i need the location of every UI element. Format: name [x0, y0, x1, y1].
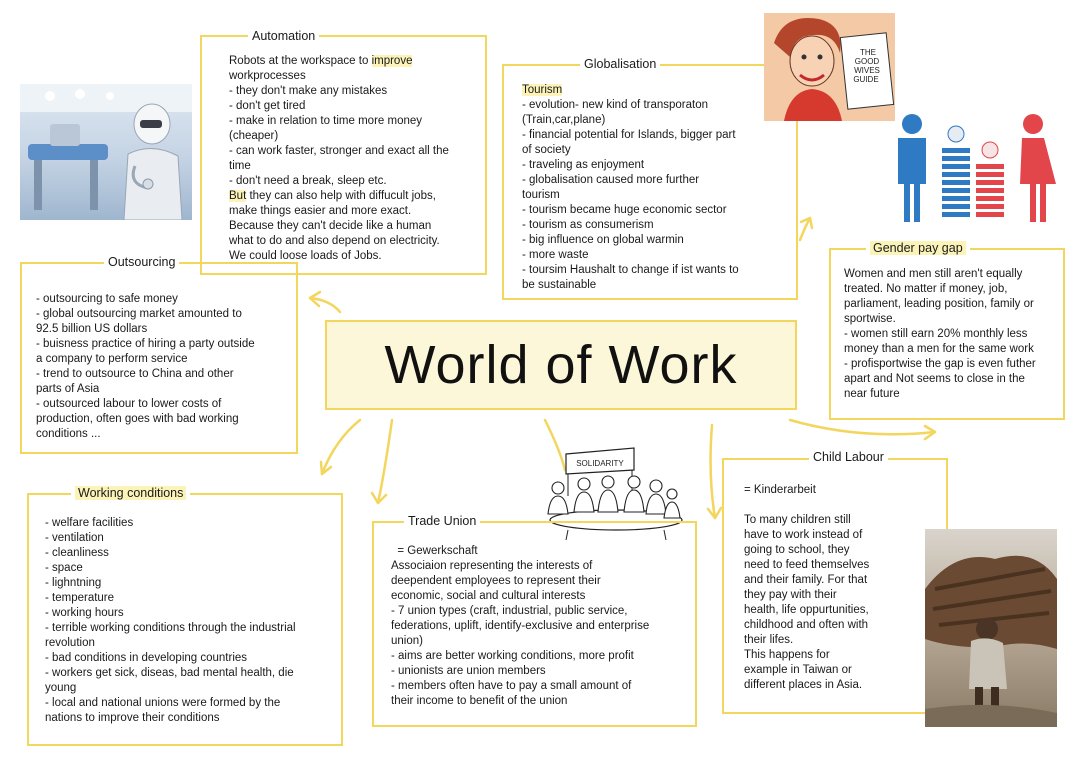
automation-line-text: they can also help with diffucult jobs,: [246, 190, 436, 202]
trade-union-line: - unionists are union members: [391, 665, 546, 677]
arrow-to-working-conditions: [322, 420, 360, 474]
automation-highlight-improve: improve: [371, 55, 413, 67]
child-labour-line: = Kinderarbeit: [744, 484, 816, 496]
trade-union-line: union): [391, 635, 423, 647]
trade-union-line: - aims are better working conditions, more profit: [391, 650, 634, 662]
trade-union-line: = Gewerkschaft: [391, 545, 478, 557]
working-conditions-line: - lighntning: [45, 577, 102, 589]
globalisation-line: (Train,car,plane): [522, 114, 606, 126]
outsourcing-line: 92.5 billion US dollars: [36, 323, 148, 335]
trade-union-title-text: Trade Union: [408, 514, 477, 528]
automation-text: [229, 54, 485, 264]
automation-line: - don't need a break, sleep etc.: [229, 175, 387, 187]
outsourcing-line: a company to perform service: [36, 353, 188, 365]
globalisation-text: [522, 83, 794, 293]
working-conditions-line: - workers get sick, diseas, bad mental health, die: [45, 667, 294, 679]
working-conditions-line: - temperature: [45, 592, 115, 604]
automation-line: (cheaper): [229, 130, 279, 142]
working-conditions-title-text: Working conditions: [75, 486, 186, 500]
child-labour-line: have to work instead of: [744, 529, 863, 541]
gender-text: [844, 267, 1062, 402]
automation-line: - can work faster, stronger and exact all the: [229, 145, 449, 157]
automation-line: workprocesses: [229, 70, 306, 82]
gender-line: - profisportwise the gap is even futher: [844, 358, 1036, 370]
child-labour-line: example in Taiwan or: [744, 664, 852, 676]
outsourcing-line: - trend to outsource to China and other: [36, 368, 234, 380]
globalisation-line: - toursim Haushalt to change if ist wants to: [522, 264, 739, 276]
automation-highlight-but: But: [229, 190, 247, 202]
automation-title-text: Automation: [252, 29, 316, 43]
trade-union-line: deependent employees to represent their: [391, 575, 601, 587]
working-conditions-line: - local and national unions were formed by the: [45, 697, 281, 709]
arrow-to-gender-bottom: [790, 420, 935, 434]
arrow-to-outsourcing: [310, 298, 340, 312]
child-labour-line: going to school, they: [744, 544, 850, 556]
automation-line-text: Robots at the workspace to: [229, 55, 372, 67]
automation-line: Because they can't decide like a human: [229, 220, 432, 232]
gender-line: treated. No matter if money, job,: [844, 283, 1008, 295]
gender-line: parliament, leading position, family or: [844, 298, 1034, 310]
automation-line: - don't get tired: [229, 100, 306, 112]
wives-sign-line: GUIDE: [853, 75, 879, 84]
working-conditions-line: - working hours: [45, 607, 124, 619]
gender-line: Women and men still aren't equally: [844, 268, 1023, 280]
child-labour-line: This happens for: [744, 649, 830, 661]
automation-title: [248, 29, 319, 43]
gender-line: money than a men for the same work: [844, 343, 1034, 355]
working-conditions-line: - welfare facilities: [45, 517, 134, 529]
child-labour-line: childhood and often with: [744, 619, 869, 631]
child-labour-spacer: [744, 498, 924, 513]
good-wives-guide-image: [764, 13, 895, 121]
outsourcing-line: production, often goes with bad working: [36, 413, 239, 425]
outsourcing-line: - buisness practice of hiring a party outside: [36, 338, 255, 350]
gender-line: near future: [844, 388, 900, 400]
arrow-to-child-labour: [711, 425, 715, 518]
trade-union-title: [404, 514, 480, 528]
wives-sign-line: WIVES: [854, 66, 880, 75]
working-conditions-text: [45, 516, 341, 726]
trade-union-line: their income to benefit of the union: [391, 695, 568, 707]
gender-figures-icon: [890, 112, 1062, 224]
outsourcing-text: [36, 292, 294, 442]
child-labour-line: and their family. For that: [744, 574, 868, 586]
wives-sign-line: THE: [860, 48, 876, 57]
outsourcing-line: - outsourced labour to lower costs of: [36, 398, 222, 410]
trade-union-line: - 7 union types (craft, industrial, public service,: [391, 605, 628, 617]
globalisation-subtitle: [522, 83, 794, 98]
globalisation-line: tourism: [522, 189, 560, 201]
gender-line: - women still earn 20% monthly less: [844, 328, 1028, 340]
gender-line: sportwise.: [844, 313, 896, 325]
automation-line: what to do and also depend on electricity.: [229, 235, 440, 247]
globalisation-line: of society: [522, 144, 571, 156]
automation-line: [229, 189, 485, 204]
trade-union-line: - members often have to pay a small amount of: [391, 680, 632, 692]
child-labour-title: [809, 450, 888, 464]
child-labour-line: health, life oppurtunities,: [744, 604, 869, 616]
gender-title: [866, 241, 970, 255]
working-conditions-line: - space: [45, 562, 83, 574]
child-labour-line: their lifes.: [744, 634, 794, 646]
arrow-to-trade-union-left: [378, 420, 392, 503]
trade-union-line: federations, uplift, identify-exclusive and enterprise: [391, 620, 650, 632]
globalisation-title: [580, 57, 660, 71]
center-title-box: [325, 320, 797, 410]
globalisation-line: be sustainable: [522, 279, 597, 291]
working-conditions-line: - terrible working conditions through the industrial: [45, 622, 296, 634]
working-conditions-title: [71, 486, 190, 500]
globalisation-line: - tourism became huge economic sector: [522, 204, 727, 216]
outsourcing-line: - outsourcing to safe money: [36, 293, 178, 305]
solidarity-banner-text: SOLIDARITY: [576, 459, 624, 468]
wives-sign-line: GOOD: [854, 57, 880, 66]
housewife-illustration: [764, 13, 895, 121]
outsourcing-line: conditions ...: [36, 428, 101, 440]
working-conditions-line: young: [45, 682, 77, 694]
outsourcing-line: parts of Asia: [36, 383, 100, 395]
globalisation-subtitle-text: Tourism: [522, 84, 563, 96]
robot-illustration: [20, 84, 192, 220]
automation-line: time: [229, 160, 251, 172]
working-conditions-line: nations to improve their conditions: [45, 712, 220, 724]
globalisation-line: - globalisation caused more further: [522, 174, 700, 186]
globalisation-line: - financial potential for Islands, bigger part: [522, 129, 736, 141]
globalisation-title-text: Globalisation: [584, 57, 657, 71]
globalisation-line: - traveling as enjoyment: [522, 159, 645, 171]
working-conditions-line: revolution: [45, 637, 95, 649]
child-labour-line: they pay with their: [744, 589, 837, 601]
trade-union-text: [391, 544, 695, 709]
automation-line: make things easier and more exact.: [229, 205, 412, 217]
working-conditions-line: - cleanliness: [45, 547, 109, 559]
child-labour-line: To many children still: [744, 514, 851, 526]
outsourcing-title: [104, 255, 179, 269]
automation-line: - make in relation to time more money: [229, 115, 423, 127]
trade-union-line: Associaion representing the interests of: [391, 560, 593, 572]
robot-image: [20, 84, 192, 220]
outsourcing-title-text: Outsourcing: [108, 255, 176, 269]
gender-title-text: Gender pay gap: [870, 241, 966, 255]
gender-line: apart and Not seems to close in the: [844, 373, 1025, 385]
trade-union-line: economic, social and cultural interests: [391, 590, 586, 602]
working-conditions-line: - bad conditions in developing countries: [45, 652, 248, 664]
child-labour-photo: [925, 529, 1057, 727]
child-carrying-wood-illustration: [925, 529, 1057, 727]
child-labour-line: different places in Asia.: [744, 679, 863, 691]
child-labour-title-text: Child Labour: [813, 450, 884, 464]
globalisation-line: - tourism as consumerism: [522, 219, 654, 231]
child-labour-text: [744, 483, 924, 693]
globalisation-line: - more waste: [522, 249, 589, 261]
globalisation-line: - big influence on global warmin: [522, 234, 684, 246]
outsourcing-line: - global outsourcing market amounted to: [36, 308, 242, 320]
automation-line: We could loose loads of Jobs.: [229, 250, 382, 262]
working-conditions-line: - ventilation: [45, 532, 104, 544]
automation-line: - they don't make any mistakes: [229, 85, 388, 97]
automation-line: [229, 54, 485, 69]
child-labour-line: need to feed themselves: [744, 559, 870, 571]
globalisation-line: - evolution- new kind of transporaton: [522, 99, 709, 111]
center-title: World of Work: [384, 335, 738, 395]
